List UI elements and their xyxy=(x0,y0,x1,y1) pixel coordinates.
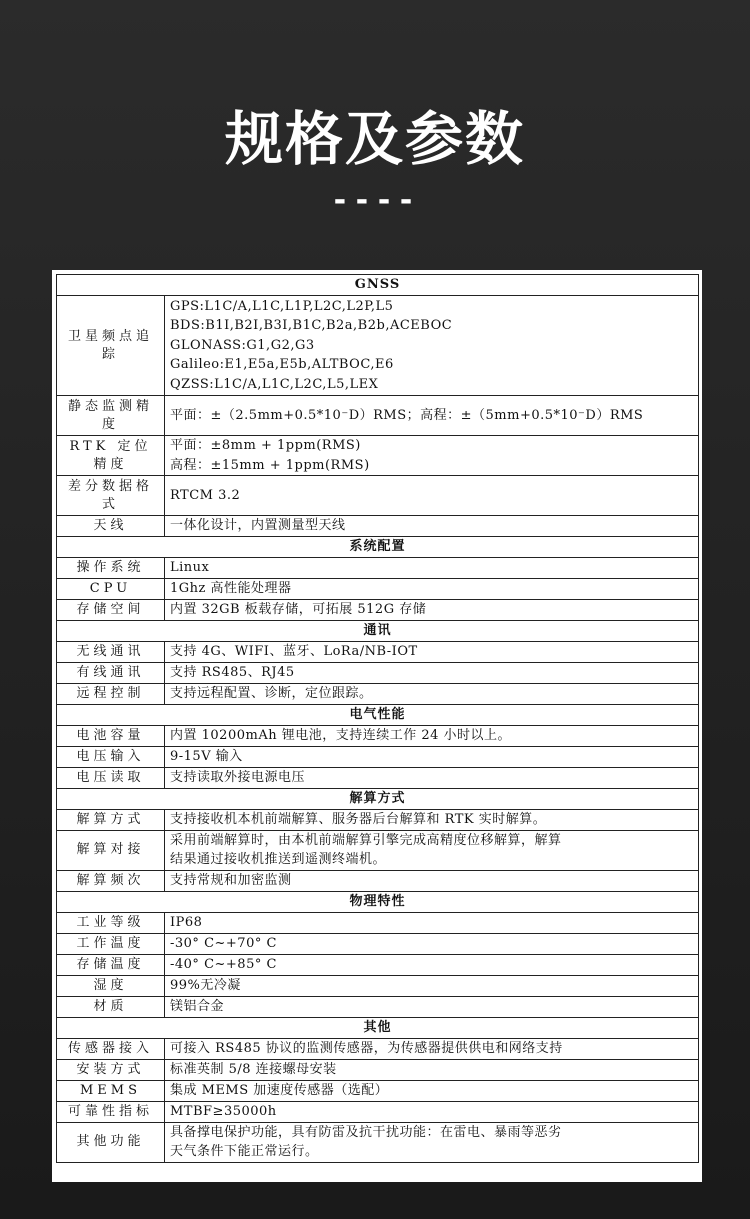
spec-value-line: 集成 MEMS 加速度传感器（选配） xyxy=(170,1082,389,1098)
spec-value xyxy=(165,954,699,975)
spec-row xyxy=(57,557,699,578)
spec-row xyxy=(57,1038,699,1059)
section-title: 解算方式 xyxy=(57,788,699,809)
spec-value-line: 一体化设计，内置测量型天线 xyxy=(170,518,346,533)
spec-value xyxy=(165,599,699,620)
spec-value-line: 支持读取外接电源电压 xyxy=(170,769,306,785)
spec-label: 天线 xyxy=(57,516,165,537)
spec-row xyxy=(57,296,699,396)
spec-value-line: 具备撑电保护功能，具有防雷及抗干扰功能：在雷电、暴雨等恶劣 xyxy=(170,1124,562,1140)
spec-value xyxy=(165,516,699,537)
spec-value-line: 支持常规和加密监测 xyxy=(170,872,292,888)
spec-value-line: 镁铝合金 xyxy=(170,998,225,1014)
spec-value xyxy=(165,912,699,933)
page-title: 规格及参数 xyxy=(224,105,525,173)
spec-value xyxy=(165,996,699,1017)
spec-label: 其他功能 xyxy=(57,1122,165,1162)
section-title: 电气性能 xyxy=(57,704,699,725)
spec-value-line: 支持接收机本机前端解算、服务器后台解算和 RTK 实时解算。 xyxy=(170,811,547,827)
spec-value xyxy=(165,1101,699,1122)
spec-label: 存储温度 xyxy=(57,954,165,975)
spec-label: MEMS xyxy=(57,1080,165,1101)
section-header-row xyxy=(57,536,699,557)
spec-label: 工作温度 xyxy=(57,933,165,954)
spec-row xyxy=(57,1080,699,1101)
spec-value-line: 平面：±（2.5mm+0.5*10⁻D）RMS；高程：±（5mm+0.5*10⁻D）RMS xyxy=(170,407,644,423)
spec-value-line: 可接入 RS485 协议的监测传感器，为传感器提供供电和网络支持 xyxy=(170,1040,563,1056)
spec-row xyxy=(57,599,699,620)
spec-label: 静态监测精度 xyxy=(57,396,165,436)
spec-value-line: 平面：±8mm + 1ppm(RMS) xyxy=(170,438,361,453)
spec-label: 电压输入 xyxy=(57,746,165,767)
spec-row xyxy=(57,662,699,683)
spec-value-line: 支持远程配置、诊断，定位跟踪。 xyxy=(170,685,373,701)
section-title: 系统配置 xyxy=(57,536,699,557)
spec-row xyxy=(57,396,699,436)
section-header-row xyxy=(57,620,699,641)
spec-row xyxy=(57,516,699,537)
spec-value xyxy=(165,1038,699,1059)
spec-label: 安装方式 xyxy=(57,1059,165,1080)
section-header-row xyxy=(57,1017,699,1038)
spec-row xyxy=(57,1059,699,1080)
section-title: 通讯 xyxy=(57,620,699,641)
spec-value xyxy=(165,641,699,662)
spec-row xyxy=(57,1122,699,1162)
spec-label: 材质 xyxy=(57,996,165,1017)
spec-value-line: RTCM 3.2 xyxy=(170,487,241,503)
spec-value-line: 1Ghz 高性能处理器 xyxy=(170,580,292,596)
spec-value-line: BDS:B1I,B2I,B3I,B1C,B2a,B2b,ACEBOC xyxy=(170,318,453,334)
spec-label: 工业等级 xyxy=(57,912,165,933)
spec-row xyxy=(57,996,699,1017)
spec-row xyxy=(57,954,699,975)
spec-row xyxy=(57,975,699,996)
spec-value xyxy=(165,725,699,746)
spec-value-line: -30° C~+70° C xyxy=(170,935,277,951)
spec-label: RTK 定位精度 xyxy=(57,436,165,476)
spec-label: CPU xyxy=(57,578,165,599)
spec-value-line: 支持 RS485、RJ45 xyxy=(170,664,295,680)
spec-row xyxy=(57,476,699,516)
spec-value-line: Galileo:E1,E5a,E5b,ALTBOC,E6 xyxy=(170,357,394,373)
spec-label: 解算频次 xyxy=(57,870,165,891)
spec-value-line: 高程：±15mm + 1ppm(RMS) xyxy=(170,457,370,473)
spec-value xyxy=(165,975,699,996)
section-title: 其他 xyxy=(57,1017,699,1038)
spec-value-line: 标准英制 5/8 连接螺母安装 xyxy=(170,1061,337,1077)
spec-label: 差分数据格式 xyxy=(57,476,165,516)
spec-value xyxy=(165,476,699,516)
spec-row xyxy=(57,1101,699,1122)
spec-sheet xyxy=(52,270,702,1182)
spec-value-line: GLONASS:G1,G2,G3 xyxy=(170,337,315,353)
spec-table xyxy=(56,274,699,1163)
spec-row xyxy=(57,767,699,788)
spec-row xyxy=(57,809,699,830)
spec-row xyxy=(57,725,699,746)
section-header-row xyxy=(57,891,699,912)
section-header-row xyxy=(57,704,699,725)
spec-label: 传感器接入 xyxy=(57,1038,165,1059)
spec-label: 可靠性指标 xyxy=(57,1101,165,1122)
spec-label: 电压读取 xyxy=(57,767,165,788)
spec-value xyxy=(165,767,699,788)
spec-value-line: 支持 4G、WIFI、蓝牙、LoRa/NB-IOT xyxy=(170,643,418,659)
spec-value xyxy=(165,296,699,396)
spec-value xyxy=(165,809,699,830)
spec-value-line: QZSS:L1C/A,L1C,L2C,L5,LEX xyxy=(170,376,379,392)
spec-row xyxy=(57,933,699,954)
spec-row xyxy=(57,641,699,662)
spec-value-line: -40° C~+85° C xyxy=(170,956,277,972)
spec-value-line: 结果通过接收机推送到遥测终端机。 xyxy=(170,852,387,867)
spec-value xyxy=(165,746,699,767)
spec-value-line: IP68 xyxy=(170,914,203,930)
spec-value xyxy=(165,1122,699,1162)
spec-row xyxy=(57,912,699,933)
title-divider: ---- xyxy=(330,183,420,218)
spec-value-line: MTBF≥35000h xyxy=(170,1103,277,1119)
spec-row xyxy=(57,683,699,704)
spec-value xyxy=(165,683,699,704)
spec-label: 有线通讯 xyxy=(57,662,165,683)
spec-value xyxy=(165,1080,699,1101)
spec-value-line: 采用前端解算时，由本机前端解算引擎完成高精度位移解算，解算 xyxy=(170,832,562,848)
section-header-row xyxy=(57,275,699,296)
spec-row xyxy=(57,578,699,599)
spec-value-line: 9-15V 输入 xyxy=(170,748,243,764)
spec-label: 解算方式 xyxy=(57,809,165,830)
section-header-row xyxy=(57,788,699,809)
spec-value xyxy=(165,1059,699,1080)
spec-value-line: 内置 10200mAh 锂电池，支持连续工作 24 小时以上。 xyxy=(170,727,512,743)
section-title: 物理特性 xyxy=(57,891,699,912)
spec-value xyxy=(165,436,699,476)
section-title: GNSS xyxy=(57,275,699,296)
spec-row xyxy=(57,830,699,870)
spec-row xyxy=(57,436,699,476)
spec-label: 卫星频点追踪 xyxy=(57,296,165,396)
spec-value-line: GPS:L1C/A,L1C,L1P,L2C,L2P,L5 xyxy=(170,298,394,314)
spec-row xyxy=(57,746,699,767)
spec-value-line: 99%无冷凝 xyxy=(170,977,241,993)
spec-value-line: 内置 32GB 板载存储，可拓展 512G 存储 xyxy=(170,601,427,617)
spec-value xyxy=(165,578,699,599)
spec-value xyxy=(165,870,699,891)
spec-label: 电池容量 xyxy=(57,725,165,746)
spec-label: 操作系统 xyxy=(57,557,165,578)
spec-label: 湿度 xyxy=(57,975,165,996)
spec-label: 远程控制 xyxy=(57,683,165,704)
spec-value xyxy=(165,933,699,954)
spec-value-line: 天气条件下能正常运行。 xyxy=(170,1144,319,1159)
spec-value xyxy=(165,830,699,870)
spec-value-line: Linux xyxy=(170,559,210,575)
spec-label: 存储空间 xyxy=(57,599,165,620)
spec-row xyxy=(57,870,699,891)
spec-value xyxy=(165,662,699,683)
spec-value xyxy=(165,557,699,578)
spec-value xyxy=(165,396,699,436)
spec-label: 解算对接 xyxy=(57,830,165,870)
spec-label: 无线通讯 xyxy=(57,641,165,662)
